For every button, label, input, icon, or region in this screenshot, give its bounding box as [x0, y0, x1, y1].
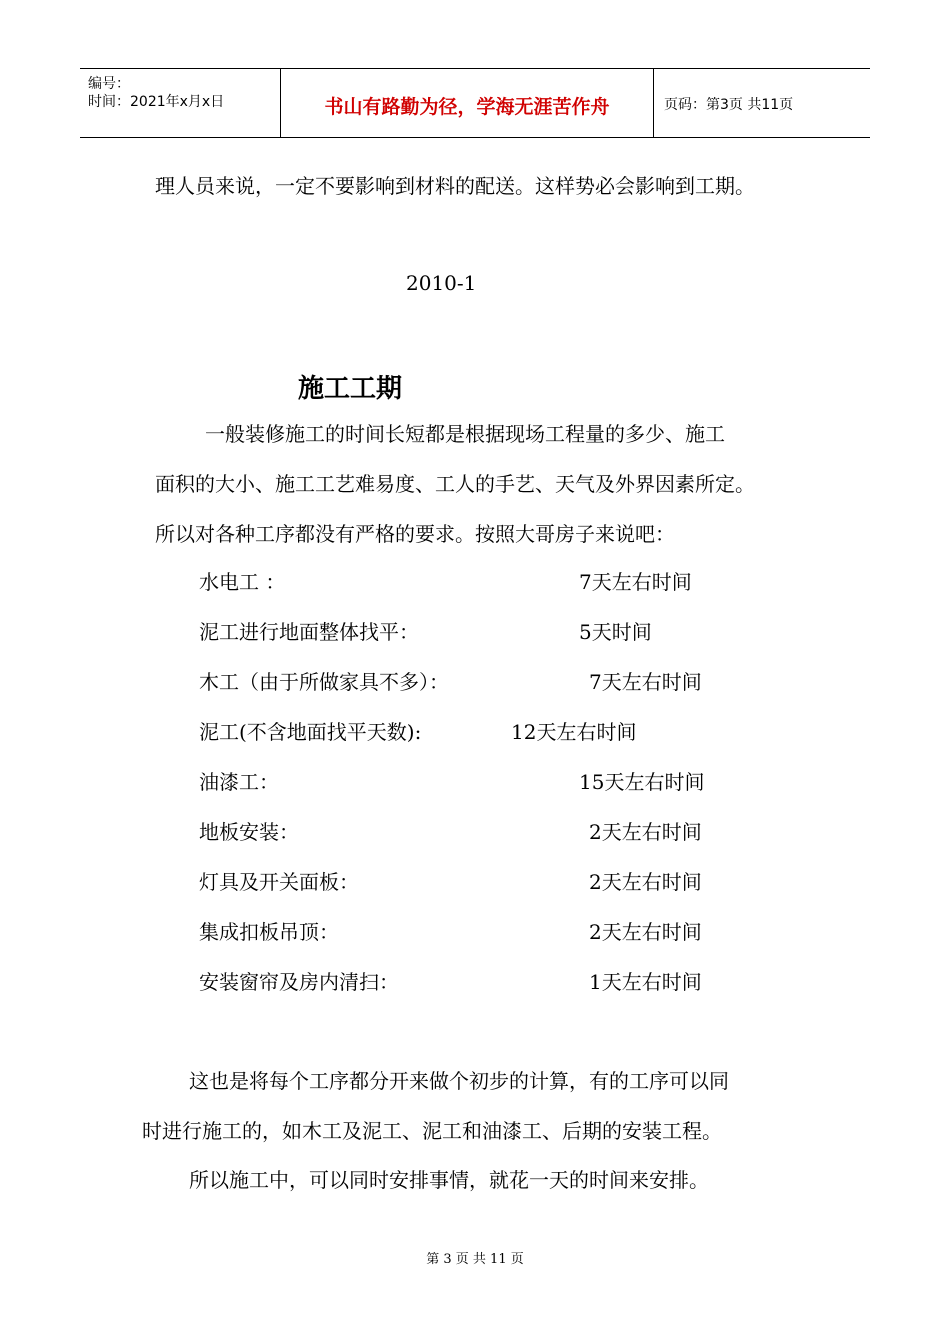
schedule-task: 安装窗帘及房内清扫：: [199, 970, 399, 994]
continuation-paragraph: 理人员来说，一定不要影响到材料的配送。这样势必会影响到工期。: [155, 174, 755, 198]
schedule-task: 油漆工：: [199, 770, 279, 794]
schedule-task: 集成扣板吊顶：: [199, 920, 339, 944]
closing-line: 这也是将每个工序都分开来做个初步的计算，有的工序可以同: [189, 1069, 729, 1093]
header-motto-cell: [281, 69, 654, 137]
schedule-duration: 2天左右时间: [589, 870, 702, 894]
document-header: [80, 68, 870, 138]
intro-line: 所以对各种工序都没有严格的要求。按照大哥房子来说吧：: [155, 522, 675, 546]
schedule-duration: 12天左右时间: [511, 720, 637, 744]
header-page-info: 页码：第3页 共11页: [664, 97, 794, 113]
schedule-task: 灯具及开关面板：: [199, 870, 359, 894]
schedule-task: 地板安装：: [199, 820, 299, 844]
schedule-duration: 2天左右时间: [589, 820, 702, 844]
schedule-duration: 15天左右时间: [579, 770, 705, 794]
schedule-task: 水电工 ：: [199, 570, 286, 594]
date-mark: 2010-1: [406, 271, 477, 295]
closing-line: 所以施工中，可以同时安排事情，就花一天的时间来安排。: [189, 1168, 709, 1192]
schedule-duration: 5天时间: [579, 620, 652, 644]
schedule-task: 木工（由于所做家具不多）：: [199, 670, 449, 694]
section-title: 施工工期: [298, 374, 403, 404]
schedule-task: 泥工(不含地面找平天数):: [199, 720, 422, 744]
motto: 书山有路勤为径，学海无涯苦作舟: [324, 96, 610, 118]
header-meta-cell: [80, 69, 281, 137]
header-page-cell: [654, 69, 870, 137]
schedule-task: 泥工进行地面整体找平：: [199, 620, 419, 644]
schedule-duration: 2天左右时间: [589, 920, 702, 944]
schedule-duration: 1天左右时间: [589, 970, 702, 994]
header-date: 时间：2021年x月x日: [88, 94, 225, 110]
serial-number-label: 编号：: [88, 76, 130, 92]
page-footer: 第 3 页 共 11 页: [426, 1252, 524, 1267]
intro-line: 面积的大小、施工工艺难易度、工人的手艺、天气及外界因素所定。: [155, 472, 755, 496]
schedule-duration: 7天左右时间: [589, 670, 702, 694]
schedule-duration: 7天左右时间: [579, 570, 692, 594]
closing-line: 时进行施工的，如木工及泥工、泥工和油漆工、后期的安装工程。: [142, 1119, 722, 1143]
intro-line: 一般装修施工的时间长短都是根据现场工程量的多少、施工: [205, 422, 725, 446]
